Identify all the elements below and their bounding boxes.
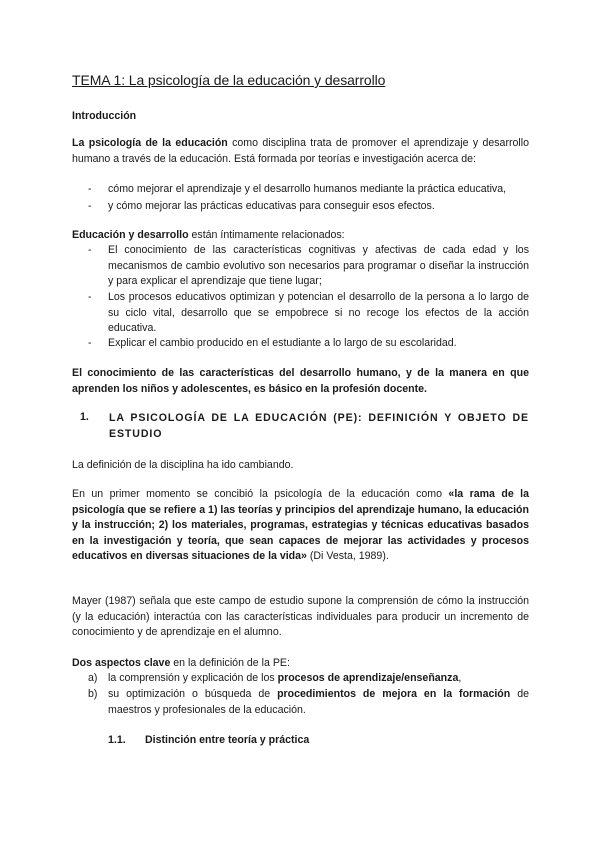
list-item — [88, 290, 529, 337]
subsection-title: Distinción entre teoría y práctica — [145, 734, 310, 746]
list-text-bold: procesos de aprendizaje/enseñanza — [277, 672, 459, 684]
paragraph-text: como disciplina trata de promover el aprendizaje y desarrollo humano a través de la educación. Está formada por teorías e investigación acerca de: — [72, 137, 529, 165]
paragraph-aspectos-clave — [72, 656, 529, 672]
list-text-post: de maestros y profesionales de la educación. — [108, 688, 529, 716]
paragraph-educacion-desarrollo — [72, 228, 529, 244]
paragraph-definicion: La definición de la disciplina ha ido cambiando. — [72, 459, 294, 471]
list-text-post: , — [458, 672, 462, 684]
section-number: 1. — [80, 411, 89, 423]
list-item-text — [108, 671, 529, 687]
list-text-bold: procedimientos de mejora en la formación — [277, 688, 511, 700]
list-marker: - — [88, 200, 92, 212]
list-item — [88, 671, 529, 687]
paragraph-bold-lead: Educación y desarrollo — [72, 229, 189, 241]
list-marker: - — [88, 244, 92, 256]
paragraph-psicologia-educacion — [72, 136, 529, 167]
paragraph-text: En un primer momento se concibió la psicología de la educación como — [72, 488, 449, 500]
subsection-number: 1.1. — [108, 734, 126, 746]
list-item — [88, 687, 529, 718]
list-item — [88, 199, 529, 215]
list-item — [88, 243, 529, 290]
paragraph-conocimiento-docente: El conocimiento de las características del desarrollo humano, y de la manera en que aprenden los niños y adolescentes, es básico en la profesión docente. — [72, 367, 529, 395]
paragraph-bold-lead: La psicología de la educación — [72, 137, 228, 149]
paragraph-bold-quote: «la rama de la psicología que se refiere a 1) las teorías y principios del aprendizaje humano, la educación y la instrucción; 2) los materiales, programas, estrategias y técnicas educativas basados en la investigación y teoría, que sean capaces de mejorar las actividades y procesos educativos en diversas situaciones de la vida» — [72, 488, 529, 562]
list-item — [88, 182, 529, 198]
list-marker: - — [88, 337, 92, 349]
list-item-text: Explicar el cambio producido en el estudiante a lo largo de su escolaridad. — [108, 337, 457, 349]
list-text-pre: la comprensión y explicación de los — [108, 672, 278, 684]
list-marker: - — [88, 183, 92, 195]
document-title: TEMA 1: La psicología de la educación y desarrollo — [72, 72, 386, 88]
list-item-text: y cómo mejorar las prácticas educativas para conseguir esos efectos. — [108, 200, 435, 212]
list-marker: - — [88, 291, 92, 303]
paragraph-text: están íntimamente relacionados: — [188, 229, 345, 241]
paragraph-text: en la definición de la PE: — [170, 657, 290, 669]
paragraph-mayer: Mayer (1987) señala que este campo de estudio supone la comprensión de cómo la instrucción (y la educación) interactúa con las características individuales para producir un incremento de conocimiento y de aprendizaje en el alumno. — [72, 595, 529, 638]
intro-heading: Introducción — [72, 110, 137, 122]
list-item-text: cómo mejorar el aprendizaje y el desarrollo humanos mediante la práctica educativa, — [108, 183, 507, 195]
list-text-pre: su optimización o búsqueda de — [108, 688, 278, 700]
paragraph-bold-lead: Dos aspectos clave — [72, 657, 171, 669]
list-marker: a) — [88, 672, 98, 684]
list-item-text — [108, 687, 529, 718]
list-item — [88, 336, 529, 352]
paragraph-definicion-di-vesta — [72, 487, 529, 565]
paragraph-citation: (Di Vesta, 1989). — [306, 550, 389, 562]
list-item-text: Los procesos educativos optimizan y potencian el desarrollo de la persona a lo largo de su ciclo vital, desarrollo que se empobrece si no recoge los efectos de la acción educativa. — [108, 291, 529, 334]
list-item-text: El conocimiento de las características cognitivas y afectivas de cada edad y los mecanismos de cambio evolutivo son necesarios para programar o diseñar la instrucción y para explicar el aprendizaje que tiene lugar; — [108, 244, 529, 287]
section-title: LA PSICOLOGÍA DE LA EDUCACIÓN (PE): DEFINICIÓN Y OBJETO DE ESTUDIO — [109, 412, 529, 440]
list-marker: b) — [88, 688, 98, 700]
